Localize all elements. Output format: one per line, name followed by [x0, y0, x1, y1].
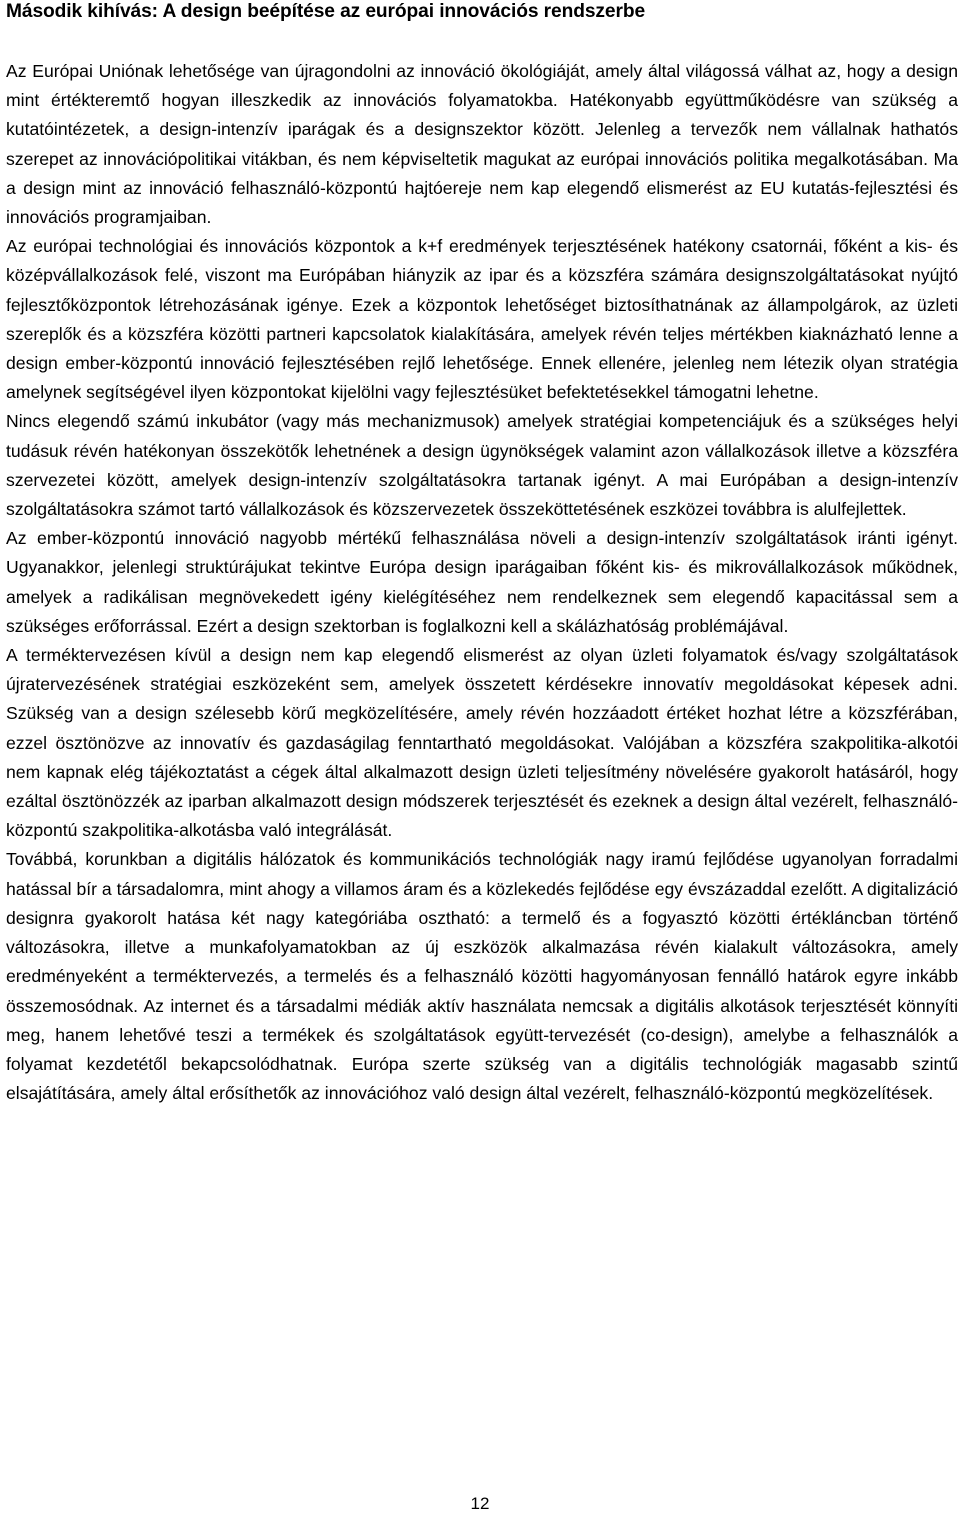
paragraph-2: Az európai technológiai és innovációs központok a k+f eredmények terjesztésének hatékony csatornái, főként a kis- és középvállalkozások felé, viszont ma Európában hiányzik az ipar és a közszféra számára designszolgáltatásokat nyújtó fejlesztőközpontok létrehozásának igénye. Ezek a központok lehetőséget biztosíthatnának az állampolgárok, az üzleti szereplők és a közszféra közötti partneri kapcsolatok kialakítására, amelyek révén teljes mértékben kiaknázható lenne a design ember-központú innováció fejlesztésében rejlő lehetősége. Ennek ellenére, jelenleg nem létezik olyan stratégia amelynek segítségével ilyen központokat kijelölni vagy fejlesztésüket befektetésekkel támogatni lehetne.: [6, 236, 958, 403]
paragraph-4: Az ember-központú innováció nagyobb mértékű felhasználása növeli a design-intenzív szolgáltatások iránti igényt. Ugyanakkor, jelenlegi struktúrájukat tekintve Európa design iparágaiban főként kis- és mikrovállalkozások működnek, amelyek a radikálisan megnövekedett igény kielégítéséhez nem rendelkeznek sem elegendő kapacitással sem a szükséges erőforrással. Ezért a design szektorban is foglalkozni kell a skálázhatóság problémájával.: [6, 528, 958, 636]
document-page: [6, 0, 958, 1108]
paragraph-1: Az Európai Uniónak lehetősége van újragondolni az innováció ökológiáját, amely által világossá válhat az, hogy a design mint értékteremtő hogyan illeszkedik az innovációs folyamatokba. Hatékonyabb együttműködésre van szükség a kutatóintézetek, a design-intenzív iparágak és a designszektor között. Jelenleg a tervezők nem vállalnak hathatós szerepet az innovációpolitikai vitákban, és nem képviseltetik magukat az európai innovációs politika megalkotásában. Ma a design mint az innováció felhasználó-központú hajtóereje nem kap elegendő elismerést az EU kutatás-fejlesztési és innovációs programjaiban.: [6, 61, 958, 228]
paragraph-5: A terméktervezésen kívül a design nem kap elegendő elismerést az olyan üzleti folyamatok és/vagy szolgáltatások újratervezésének stratégiai eszközeként sem, amelyek összetett kérdésekre innovatív megoldásokat képesek adni. Szükség van a design szélesebb körű megközelítésére, amely révén hozzáadott értéket hozhat létre a közszférában, ezzel ösztönözve az innovatív és gazdaságilag fenntartható megoldásokat. Valójában a közszféra szakpolitika-alkotói nem kapnak elég tájékoztatást a cégek által alkalmazott design üzleti teljesítmény növelésére gyakorolt hatásáról, hogy ezáltal ösztönözzék az iparban alkalmazott design módszerek terjesztését és ezeknek a design által vezérelt, felhasználó-központú szakpolitika-alkotásba való integrálását.: [6, 645, 958, 841]
paragraph-6: Továbbá, korunkban a digitális hálózatok és kommunikációs technológiák nagy iramú fejlődése ugyanolyan forradalmi hatással bír a társadalomra, mint ahogy a villamos áram és a közlekedés fejlődése egy évszázaddal ezelőtt. A digitalizáció designra gyakorolt hatása két nagy kategóriába osztható: a termelő és a fogyasztó közötti értékláncban történő változásokra, illetve a munkafolyamatokban az új eszközök alkalmazása révén kialakult változásokra, amely eredményeként a terméktervezés, a termelés és a felhasználó közötti hagyományosan fennálló határok egyre inkább összemosódnak. Az internet és a társadalmi médiák aktív használata nemcsak a digitális alkotások terjesztését könnyíti meg, hanem lehetővé teszi a termékek és szolgáltatások együtt-tervezését (co-design), amelybe a felhasználók a folyamat kezdetétől bekapcsolódhatnak. Európa szerte szükség van a digitális technológiák magasabb szintű elsajátítására, amely által erősíthetők az innovációhoz való design által vezérelt, felhasználó-központú megközelítések.: [6, 849, 958, 1104]
paragraph-3: Nincs elegendő számú inkubátor (vagy más mechanizmusok) amelyek stratégiai kompetenciájuk és a szükséges helyi tudásuk révén hatékonyan összekötők lehetnének a design ügynökségek valamint azon vállalkozások illetve a közszféra szervezetei között, amelyek design-intenzív szolgáltatásokra tartanak igényt. A mai Európában a design-intenzív szolgáltatásokra számot tartó vállalkozások és közszervezetek összeköttetésének eszközei továbbra is alulfejlettek.: [6, 411, 958, 520]
body-text: [6, 57, 958, 1108]
section-heading: Második kihívás: A design beépítése az európai innovációs rendszerbe: [6, 1, 646, 22]
page-number: 12: [470, 1494, 490, 1513]
